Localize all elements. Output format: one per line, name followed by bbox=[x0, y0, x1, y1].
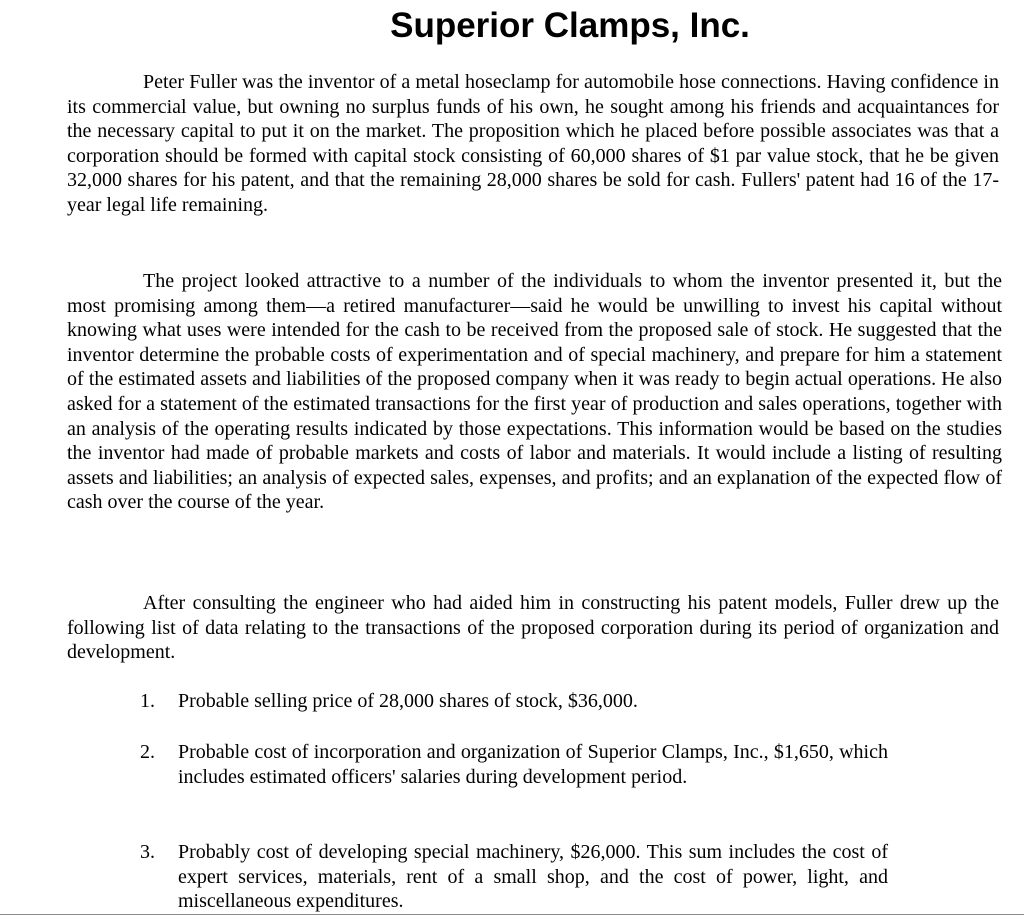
paragraph-1: Peter Fuller was the inventor of a metal hoseclamp for automobile hose connections. Having confidence in its commercial value, but owning no surplus funds of his own, he sought among his friends and acquaintances for the necessary capital to put it on the market. The proposition which he placed before possible associates was that a corporation should be formed with capital stock consisting of 60,000 shares of $1 par value stock, that he be given 32,000 shares for his patent, and that the remaining 28,000 shares be sold for cash. Fullers' patent had 16 of the 17-year legal life remaining. bbox=[67, 71, 999, 216]
list-item-number: 1. bbox=[140, 690, 155, 712]
list-item-text: Probable selling price of 28,000 shares of stock, $36,000. bbox=[178, 690, 638, 712]
paragraph-3: After consulting the engineer who had aided him in constructing his patent models, Fuller drew up the following list of data relating to the transactions of the proposed corporation during its period of organization and development. bbox=[67, 592, 999, 664]
list-item-text: Probable cost of incorporation and organization of Superior Clamps, Inc., $1,650, which includes estimated officers' salaries during development period. bbox=[178, 741, 888, 788]
list-item-3 bbox=[140, 840, 890, 914]
list-item-1 bbox=[140, 689, 890, 714]
paragraph-2: The project looked attractive to a number of the individuals to whom the inventor presented it, but the most promising among them—a retired manufacturer—said he would be unwilling to invest his capital without knowing what uses were intended for the cash to be received from the proposed sale of stock. He suggested that the inventor determine the probable costs of experimentation and of special machinery, and prepare for him a statement of the estimated assets and liabilities of the proposed company when it was ready to begin actual operations. He also asked for a statement of the estimated transactions for the first year of production and sales operations, together with an analysis of the operating results indicated by those expectations. This information would be based on the studies the inventor had made of probable markets and costs of labor and materials. It would include a listing of resulting assets and liabilities; an analysis of expected sales, expenses, and profits; and an explanation of the expected flow of cash over the course of the year. bbox=[67, 270, 1002, 514]
document-title: Superior Clamps, Inc. bbox=[390, 6, 750, 45]
list-item-number: 2. bbox=[140, 741, 155, 763]
list-item-text: Probably cost of developing special machinery, $26,000. This sum includes the cost of expert services, materials, rent of a small shop, and the cost of power, light, and miscellaneous expenditures. bbox=[178, 841, 888, 913]
list-item-2 bbox=[140, 740, 890, 789]
page-bottom-rule bbox=[0, 914, 1024, 915]
list-item-number: 3. bbox=[140, 841, 155, 863]
